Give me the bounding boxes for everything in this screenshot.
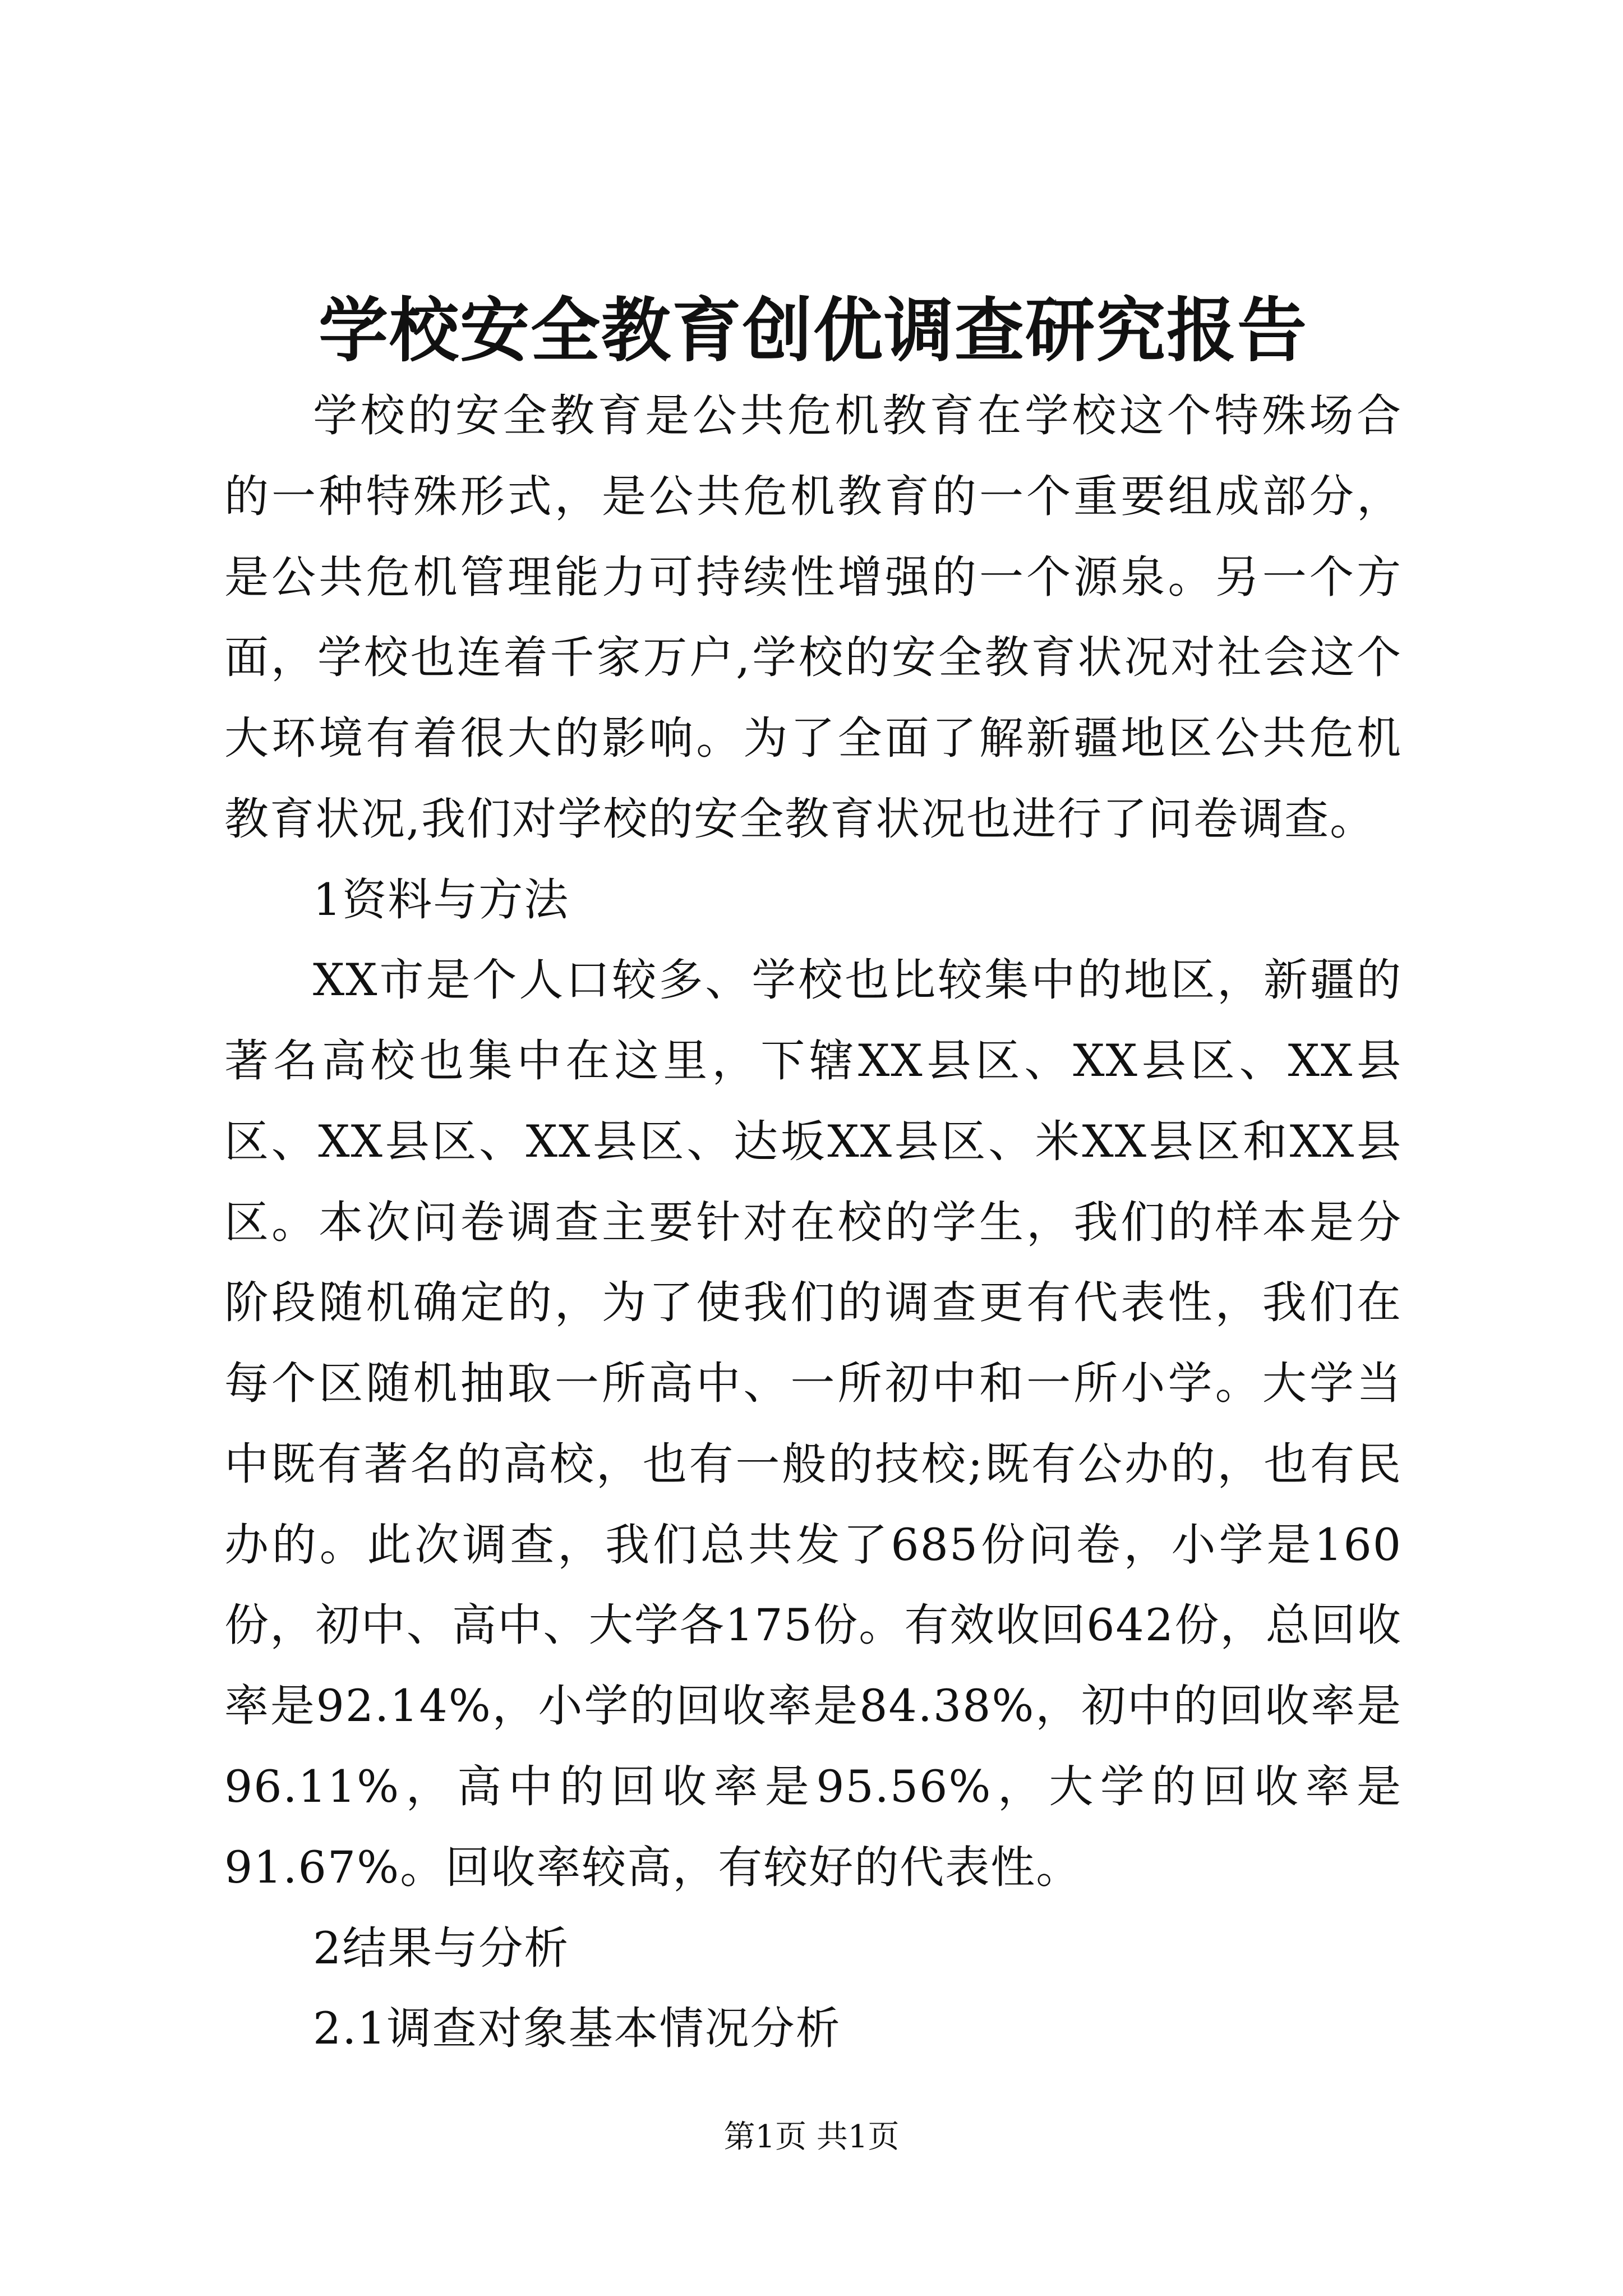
document-body xyxy=(224,376,1402,2069)
paragraph-methods: XX市是个人口较多、学校也比较集中的地区，新疆的著名高校也集中在这里，下辖XX县区、XX县区、XX县区、XX县区、XX县区、达坂XX县区、米XX县区和XX县区。本次问卷调查主要针对在校的学生，我们的样本是分阶段随机确定的，为了使我们的调查更有代表性，我们在每个区随机抽取一所高中、一所初中和一所小学。大学当中既有著名的高校，也有一般的技校;既有公办的，也有民办的。此次调查，我们总共发了685份问卷，小学是160份，初中、高中、大学各175份。有效收回642份，总回收率是92.14%，小学的回收率是84.38%，初中的回收率是96.11%，高中的回收率是95.56%，大学的回收率是91.67%。回收率较高，有较好的代表性。 xyxy=(224,954,1402,1893)
section-heading-methods: 1资料与方法 xyxy=(313,873,570,926)
document-title: 学校安全教育创优调查研究报告 xyxy=(318,290,1308,371)
subsection-heading-basic-analysis: 2.1调查对象基本情况分析 xyxy=(313,2003,841,2055)
paragraph-intro: 学校的安全教育是公共危机教育在学校这个特殊场合的一种特殊形式，是公共危机教育的一个重要组成部分，是公共危机管理能力可持续性增强的一个源泉。另一个方面，学校也连着千家万户,学校的安全教育状况对社会这个大环境有着很大的影响。为了全面了解新疆地区公共危机教育状况,我们对学校的安全教育状况也进行了问卷调查。 xyxy=(224,390,1402,845)
section-heading-results: 2结果与分析 xyxy=(313,1922,570,1974)
page-footer: 第1页 共1页 xyxy=(723,2119,900,2155)
